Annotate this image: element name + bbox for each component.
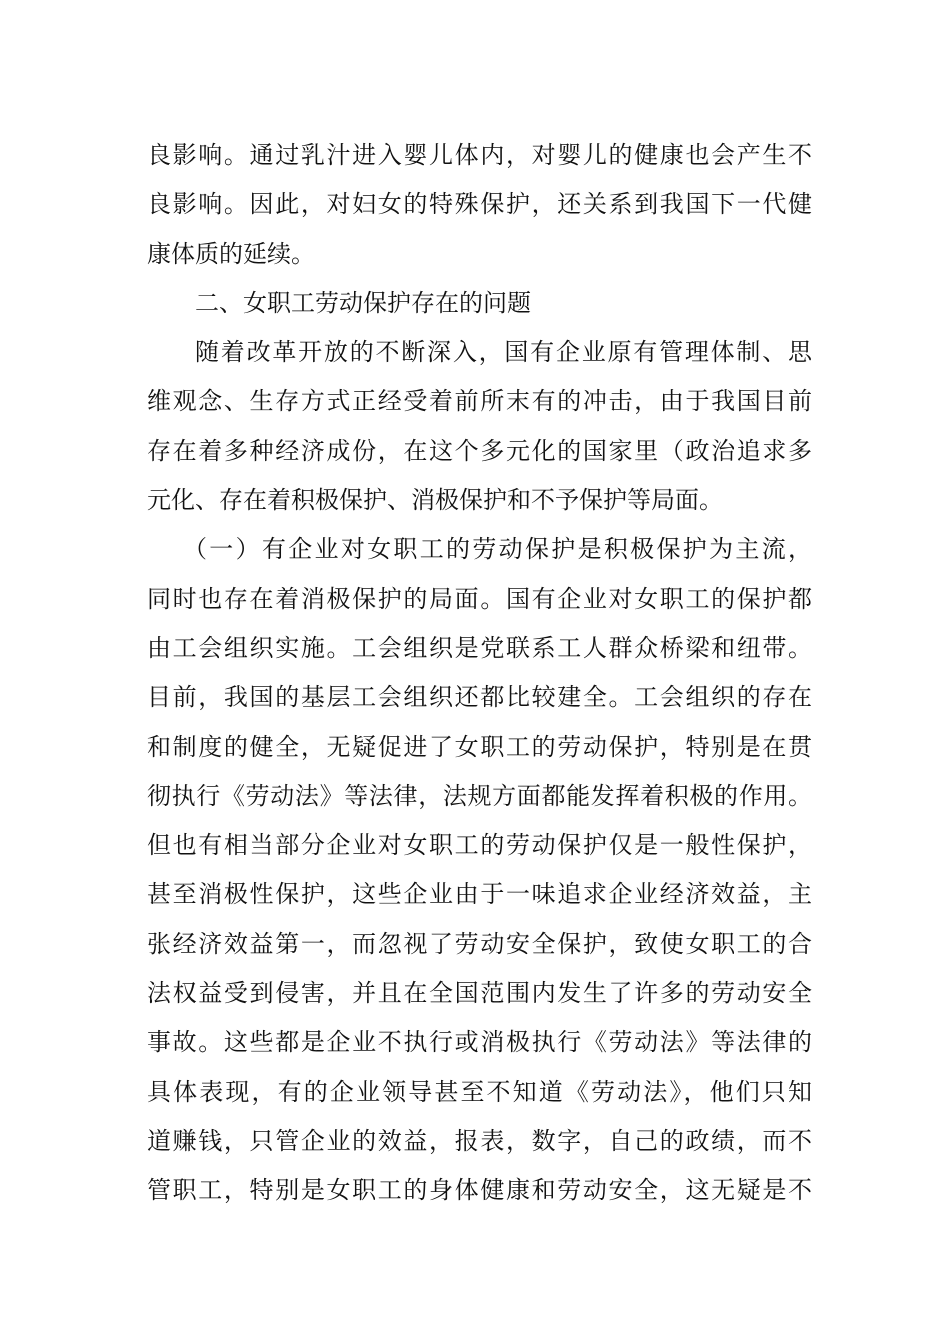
- text-line: 目前，我国的基层工会组织还都比较建全。工会组织的存在: [147, 683, 812, 712]
- text-line: 由工会组织实施。工会组织是党联系工人群众桥梁和纽带。: [147, 633, 812, 662]
- text-line: 元化、存在着积极保护、消极保护和不予保护等局面。: [147, 486, 723, 515]
- text-line: 存在着多种经济成份，在这个多元化的国家里（政治追求多: [147, 436, 812, 465]
- text-line: 随着改革开放的不断深入，国有企业原有管理体制、思: [195, 338, 812, 367]
- text-line: 维观念、生存方式正经受着前所末有的冲击，由于我国目前: [147, 387, 812, 416]
- text-line: 张经济效益第一，而忽视了劳动安全保护，致使女职工的合: [147, 929, 812, 958]
- text-line: 彻执行《劳动法》等法律，法规方面都能发挥着积极的作用。: [147, 781, 812, 810]
- text-line: 甚至消极性保护，这些企业由于一味追求企业经济效益，主: [147, 880, 812, 909]
- text-line: 同时也存在着消极保护的局面。国有企业对女职工的保护都: [147, 584, 812, 613]
- text-line: 但也有相当部分企业对女职工的劳动保护仅是一般性保护，: [147, 831, 812, 860]
- text-line: 良影响。因此，对妇女的特殊保护，还关系到我国下一代健: [147, 190, 812, 219]
- body-text: [147, 131, 812, 1216]
- section-heading: 二、女职工劳动保护存在的问题: [195, 288, 531, 317]
- subsection-line: （一）有企业对女职工的劳动保护是积极保护为主流，: [183, 535, 812, 564]
- text-line: 事故。这些都是企业不执行或消极执行《劳动法》等法律的: [147, 1028, 812, 1057]
- text-line: 道赚钱，只管企业的效益，报表，数字，自己的政绩，而不: [147, 1126, 812, 1155]
- text-line: 法权益受到侵害，并且在全国范围内发生了许多的劳动安全: [147, 979, 812, 1008]
- text-line: 管职工，特别是女职工的身体健康和劳动安全，这无疑是不: [147, 1176, 812, 1205]
- text-line: 康体质的延续。: [147, 239, 315, 268]
- text-line: 具体表现，有的企业领导甚至不知道《劳动法》，他们只知: [147, 1077, 812, 1106]
- text-line: 良影响。通过乳汁进入婴儿体内，对婴儿的健康也会产生不: [147, 141, 812, 169]
- text-line: 和制度的健全，无疑促进了女职工的劳动保护，特别是在贯: [147, 732, 812, 761]
